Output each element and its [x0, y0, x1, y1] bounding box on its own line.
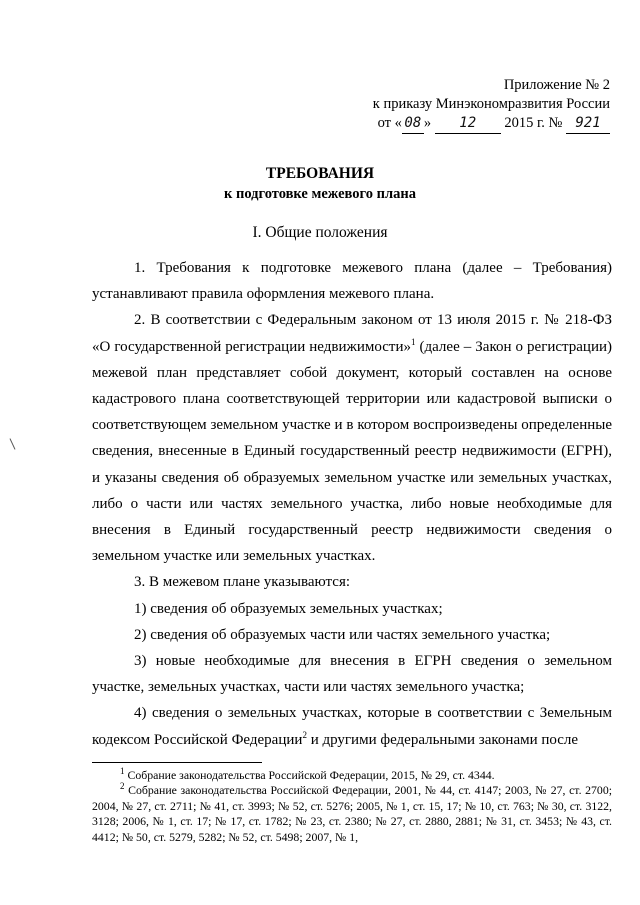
- handwritten-number: 921: [566, 114, 610, 134]
- list-item-4-start: 4) сведения о земельных участках, которые в соответствии с Земельным кодексом Российской Федерации: [92, 705, 612, 748]
- appendix-number: Приложение № 2: [503, 77, 610, 93]
- footnote-ref-1: 1: [411, 336, 416, 347]
- list-item-3: 3) новые необходимые для внесения в ЕГРН сведения о земельном участке, земельных участках, части или частях земельного участка;: [92, 653, 612, 696]
- footnote-1: [92, 768, 612, 783]
- footnotes: [92, 768, 612, 845]
- footnote-2: [92, 783, 612, 845]
- title-main: ТРЕБОВАНИЯ: [265, 165, 375, 182]
- footnote-2-text: Собрание законодательства Российской Федерации, 2001, № 44, ст. 4147; 2003, № 27, ст. 2700; 2004, № 27, ст. 2711; № 41, ст. 3993; № 52, ст. 5276; 2005, № 1, ст. 15, 17; № 10, ст. 763; № 30, ст. 3122, 3128; 2006, № 1, ст. 17; № 17, ст. 1782; № 23, ст. 2380; № 27, ст. 2880, 2881; № 31, ст. 3453; № 43, ст. 4412; № 50, ст. 5279, 5282; № 52, ст. 5498; 2007, № 1,: [92, 783, 612, 844]
- footnote-ref-2: 2: [302, 729, 307, 740]
- date-quote: »: [423, 115, 432, 131]
- body-text: [92, 255, 612, 753]
- order-reference: к приказу Минэкономразвития России: [372, 96, 610, 112]
- date-prefix: от «: [377, 115, 402, 131]
- appendix-header: [340, 76, 610, 134]
- year-label: 2015 г. №: [504, 115, 563, 131]
- margin-mark: [10, 438, 16, 449]
- paragraph-2: [92, 307, 612, 569]
- paragraph-3: 3. В межевом плане указываются:: [134, 574, 351, 591]
- list-item-1: 1) сведения об образуемых земельных участках;: [134, 600, 443, 617]
- document-title: [0, 164, 640, 204]
- section-heading: I. Общие положения: [252, 224, 388, 241]
- paragraph-2-rest: (далее – Закон о регистрации) межевой план представляет собой документ, который составлен на основе кадастрового плана соответствующей территории или кадастровой выписки о соответствующем земельном участке и в котором воспроизведены определенные сведения, внесенные в Единый государственный реестр недвижимости (ЕГРН), и указаны сведения об образуемых земельном участке или земельных участках, либо о части или частях земельного участка, либо новые необходимые для внесения в Единый государственный реестр недвижимости сведения о земельном участке или земельных участках.: [92, 338, 612, 565]
- footnote-divider: [92, 762, 262, 763]
- footnote-1-number: 1: [120, 766, 125, 777]
- handwritten-day: 08: [402, 114, 424, 134]
- paragraph-2-start: 2. В соответствии с Федеральным законом от 13 июля 2015 г. № 218-ФЗ «О государственной регистрации недвижимости»: [92, 312, 612, 355]
- list-item-4-rest: и другими федеральными законами после: [306, 731, 579, 748]
- footnote-2-number: 2: [120, 781, 125, 792]
- handwritten-month: 12: [435, 114, 501, 134]
- footnote-1-text: Собрание законодательства Российской Федерации, 2015, № 29, ст. 4344.: [124, 768, 495, 782]
- order-date-line: [340, 114, 610, 134]
- paragraph-1: 1. Требования к подготовке межевого плана (далее – Требования) устанавливают правила оформления межевого плана.: [92, 260, 612, 303]
- title-subtitle: к подготовке межевого плана: [224, 186, 416, 202]
- list-item-4: [92, 700, 612, 752]
- list-item-2: 2) сведения об образуемых части или частях земельного участка;: [134, 626, 551, 643]
